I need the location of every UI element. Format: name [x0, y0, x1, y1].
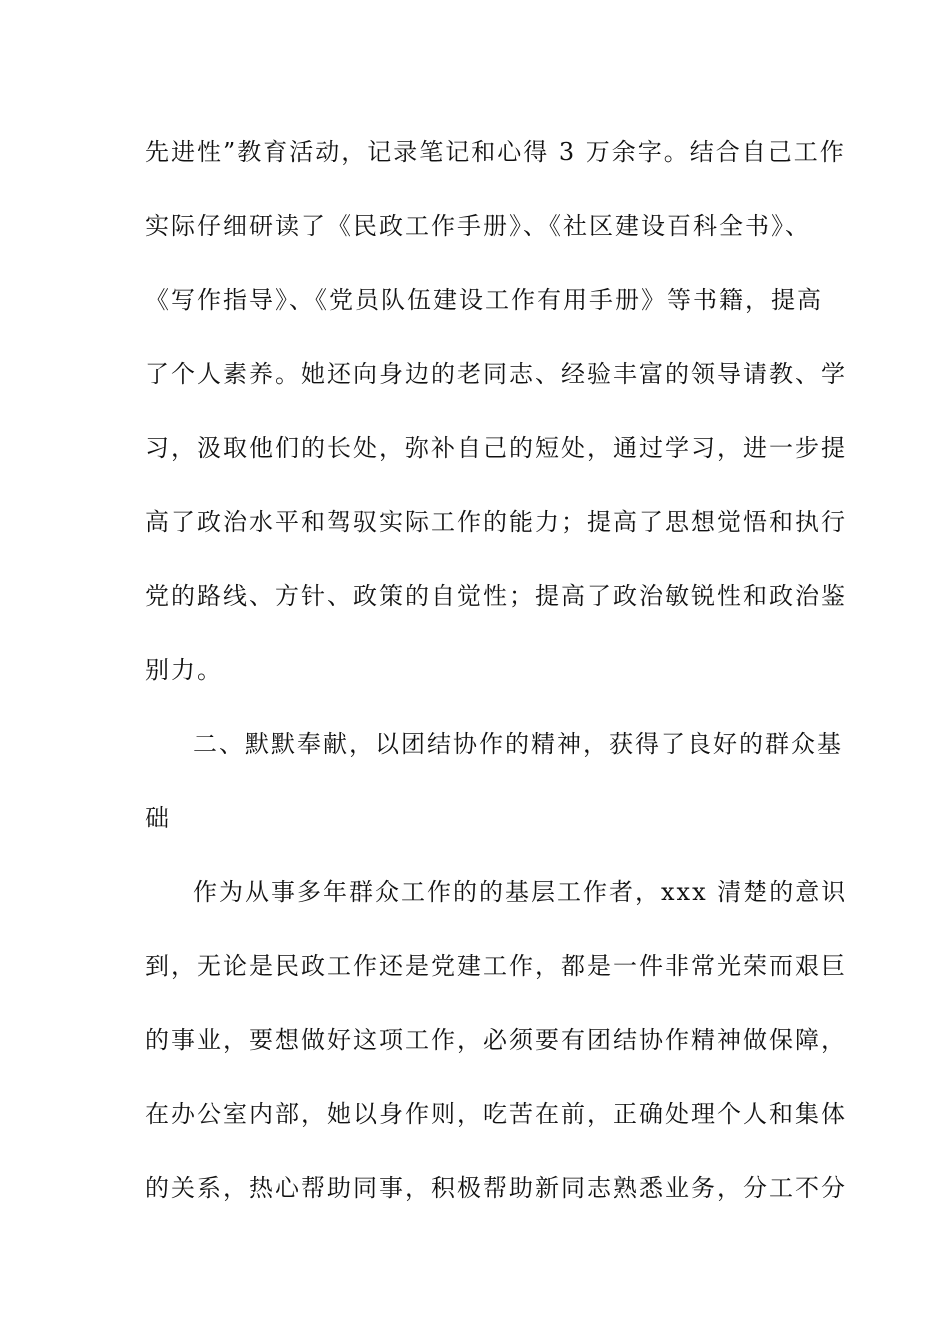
paragraph-line: 实际仔细研读了《民政工作手册》、《社区建设百科全书》、 — [145, 212, 811, 240]
paragraph-line: 习，汲取他们的长处，弥补自己的短处，通过学习，进一步提 — [145, 434, 847, 462]
paragraph-line: 的关系，热心帮助同事，积极帮助新同志熟悉业务，分工不分 — [145, 1174, 847, 1202]
paragraph-line: 到，无论是民政工作还是党建工作，都是一件非常光荣而艰巨 — [145, 952, 847, 980]
paragraph-line: 在办公室内部，她以身作则，吃苦在前，正确处理个人和集体 — [145, 1100, 847, 1128]
section-heading-line: 二、默默奉献，以团结协作的精神，获得了良好的群众基 — [193, 730, 843, 758]
paragraph-line: 的事业，要想做好这项工作，必须要有团结协作精神做保障， — [145, 1026, 847, 1054]
section-heading-line: 础 — [145, 804, 171, 832]
paragraph-line: 了个人素养。她还向身边的老同志、经验丰富的领导请教、学 — [145, 360, 847, 388]
paragraph-line: 别力。 — [145, 656, 223, 684]
paragraph-line: 作为从事多年群众工作的的基层工作者，xxx 清楚的意识 — [193, 878, 848, 906]
paragraph-line: 先进性”教育活动，记录笔记和心得 3 万余字。结合自己工作 — [145, 138, 846, 166]
paragraph-line: 党的路线、方针、政策的自觉性；提高了政治敏锐性和政治鉴 — [145, 582, 847, 610]
paragraph-line: 《写作指导》、《党员队伍建设工作有用手册》等书籍，提高 — [145, 286, 823, 314]
paragraph-line: 高了政治水平和驾驭实际工作的能力；提高了思想觉悟和执行 — [145, 508, 847, 536]
